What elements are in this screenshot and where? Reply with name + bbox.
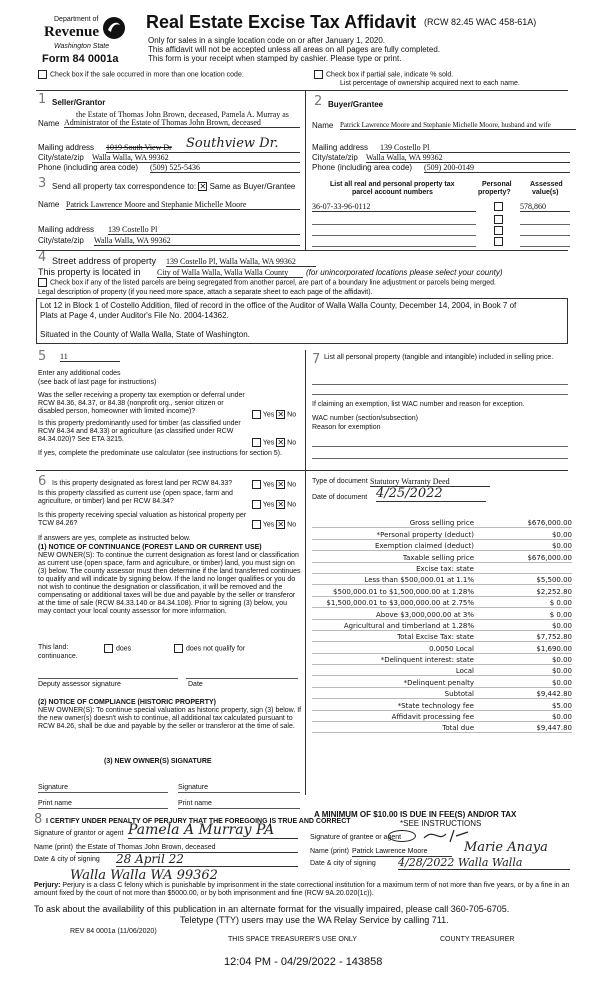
section-5-number: 5 <box>38 349 47 364</box>
tax-row-label: Subtotal <box>444 690 474 699</box>
doc-date-value: 4/25/2022 <box>376 486 486 502</box>
street-value: 139 Costello Pl, Walla Walla, WA 99362 <box>166 257 316 267</box>
tty-text: Teletype (TTY) users may use the WA Relay Service by calling 711. <box>180 915 449 925</box>
buyer-city-value: Walla Walla, WA 99362 <box>366 153 570 163</box>
s5-question-2: Is this property predominantly used for timber (as classified under RCW 84.34 and 84.33) or agriculture (as classified under RCW 84.34.020)? See ETA 3215. <box>38 420 241 443</box>
logo-swirl-icon <box>102 16 126 40</box>
header-line-2: This affidavit will not be accepted unless all areas on all pages are fully completed. <box>148 45 441 54</box>
tax-row-value: $5,500.00 <box>536 576 572 585</box>
tax-row <box>312 676 572 687</box>
tax-row-label: *Delinquent interest: state <box>380 656 474 665</box>
tax-row-value: $0.00 <box>551 542 572 551</box>
doc-type-label: Type of document <box>312 478 368 485</box>
s5-q1-answers[interactable]: Yes ✕ No <box>252 410 296 419</box>
does-check[interactable]: does <box>104 644 131 653</box>
agent-circle <box>388 830 416 842</box>
exemption-label: If claiming an exemption, list WAC number and reason for exception. <box>312 401 525 408</box>
tax-row-value: $9,442.80 <box>536 690 572 699</box>
notice2-text: NEW OWNER(S): To continue special valuation as historic property, sign (3) below. If the new owner(s) doesn't wish to continue, all additional tax calculated pursuant to RCW 84.26, shall be due and payable by the seller or transferor at the time of sale. <box>38 707 302 730</box>
s3-mailing-value: 139 Costello Pl <box>108 225 300 235</box>
notice1-title: (1) NOTICE OF CONTINUANCE (FOREST LAND OR CURRENT USE) <box>38 544 262 551</box>
seller-heading: Seller/Grantor <box>52 98 106 107</box>
seller-mailing-value: 1019 South View Dr <box>106 143 300 153</box>
section-4-number: 4 <box>38 250 47 265</box>
personal-checkbox-3[interactable] <box>494 226 503 235</box>
treasurer-use: THIS SPACE TREASURER'S USE ONLY <box>228 936 357 943</box>
section-2-number: 2 <box>314 94 323 109</box>
seller-phone-label: Phone (including area code) <box>38 163 139 172</box>
buyer-name-label: Name <box>312 121 334 130</box>
grantor-date-label: Date & city of signing <box>34 856 100 863</box>
tax-row-value: $7,752.80 <box>536 633 572 642</box>
tax-row-label: 0.0050 Local <box>429 644 474 653</box>
grantee-sig-scribble <box>420 826 490 844</box>
assessed-value-1: 578,860 <box>520 202 570 212</box>
grantee-name-label: Name (print) <box>310 848 349 855</box>
checkbox-icon[interactable] <box>38 70 47 79</box>
rev-number: REV 84 0001a (11/06/2020) <box>70 928 157 935</box>
tax-row-value: $ 0.00 <box>549 599 572 608</box>
s6-q3-answers[interactable]: Yes ✕ No <box>252 520 296 529</box>
buyer-phone-value: (509) 200-0149 <box>424 163 570 173</box>
tax-row <box>312 722 572 733</box>
assessed-heading-1: Assessed <box>530 181 563 188</box>
page-title: Real Estate Excise Tax Affidavit <box>146 12 417 32</box>
legal-description-box <box>36 298 568 344</box>
tax-row-label: $1,500,000.01 to $3,000,000.00 at 2.75% <box>326 599 474 608</box>
tax-row <box>312 563 572 574</box>
logo-sub-text: Washington State <box>54 43 110 50</box>
legal-line-2: Plats at Page 4, under Auditor's File No. 2004-14362. <box>40 311 229 320</box>
buyer-name-value: Patrick Lawrence Moore and Stephanie Michelle Moore, husband and wife <box>340 121 576 130</box>
ownership-percentage-note: List percentage of ownership acquired next to each name. <box>340 80 520 87</box>
grantee-date-label: Date & city of signing <box>310 860 376 867</box>
see-back: (see back of last page for instructions) <box>38 379 157 386</box>
tax-row <box>312 585 572 596</box>
tax-row <box>312 517 572 528</box>
tax-row <box>312 654 572 665</box>
header-line-1: Only for sales in a single location code on or after January 1, 2020. <box>148 36 386 45</box>
section-8-number: 8 <box>34 812 43 827</box>
s6-q2-answers[interactable]: Yes ✕ No <box>252 500 296 509</box>
tax-row-value: $0.00 <box>551 656 572 665</box>
location-code: 11 <box>60 352 120 362</box>
logo-main-text: Revenue <box>44 24 99 40</box>
personal-checkbox-2[interactable] <box>494 215 503 224</box>
perjury-text: Perjury: Perjury is a class C felony which is punishable by imprisonment in the state correctional institution for a maximum term of not more than five years, or by a fine in an amount fixed by the court of not more than $5000.00, or by both imprisonment and fine (RCW 9A.20.020(1c)). <box>34 882 570 897</box>
legal-label: Legal description of property (if you need more space, attach a separate sheet to each page of the affidavit). <box>38 289 373 296</box>
notice1-text: NEW OWNER(S): To continue the current designation as forest land or classification as current use (open space, farm and agriculture, or timber) land, you must sign on (3) below. The county assessor must then determine if the land transferred continues to qualify and will indicate by signing below. If the land no longer qualifies or you do not wish to continue the designation or classification, it will be removed and the compensating or additional taxes will be due and payable by the seller or transferor at the time of sale (RCW 84.33.140 or 84.34.108). Prior to signing (3) below, you may contact your local county assessor for more information. <box>38 552 301 615</box>
tax-row <box>312 551 572 562</box>
logo-top-text: Department of <box>54 16 99 23</box>
tax-row-label: *Personal property (deduct) <box>376 530 474 539</box>
notice2-title: (2) NOTICE OF COMPLIANCE (HISTORIC PROPERTY) <box>38 699 216 706</box>
s5-question-3: If yes, complete the predominate use calculator (see instructions for section 5). <box>38 450 282 457</box>
reason-label: Reason for exemption <box>312 424 381 431</box>
tax-row-value: $9,447.80 <box>536 724 572 733</box>
tax-row-label: Affidavit processing fee <box>391 713 474 722</box>
new-owner-print-label-1: Print name <box>38 800 72 807</box>
s6-question-3: Is this property receiving special valuation as historical property per TCW 84.26? <box>38 512 247 527</box>
tax-row-value: $0.00 <box>551 530 572 539</box>
checkbox-icon[interactable] <box>314 70 323 79</box>
treasurer-stamp: 12:04 PM - 04/29/2022 - 143858 <box>224 956 383 968</box>
tax-row <box>312 631 572 642</box>
s3-city-label: City/state/zip <box>38 236 84 245</box>
tax-row-value: $1,690.00 <box>536 644 572 653</box>
personal-checkbox-1[interactable] <box>494 202 503 211</box>
tax-row-label: Taxable selling price <box>402 553 474 562</box>
tax-row-label: Exemption claimed (deduct) <box>374 542 474 551</box>
grantee-sig-label: Signature of grantee or agent <box>310 834 402 841</box>
s6-question-2: Is this property classified as current use (open space, farm and agriculture, or timber) land per RCW 84.34? <box>38 490 233 505</box>
tax-row <box>312 688 572 699</box>
header-line-3: This form is your receipt when stamped by cashier. Please type or print. <box>148 54 402 63</box>
dor-logo <box>38 12 126 72</box>
tax-row-value: $0.00 <box>551 678 572 687</box>
legal-line-3: Situated in the County of Walla Walla, State of Washington. <box>40 330 250 339</box>
tax-row-label: Total due <box>442 724 474 733</box>
deputy-signature-label: Deputy assessor signature <box>38 681 121 688</box>
certify-text: I CERTIFY UNDER PENALTY OF PERJURY THAT THE FOREGOING IS TRUE AND CORRECT <box>46 818 351 825</box>
tax-row <box>312 711 572 722</box>
seller-phone-value: (509) 525-5436 <box>150 163 300 173</box>
s3-city-value: Walla Walla, WA 99362 <box>94 236 300 246</box>
segregated-check[interactable]: Check box if any of the listed parcels are being segregated from another parcel, are part of a boundary line adjustment or parcels being merged. <box>38 278 496 287</box>
grantor-name-value: the Estate of Thomas John Brown, deceased <box>76 844 298 853</box>
new-owner-sig-label-2: Signature <box>178 784 208 791</box>
grantee-name-value: Patrick Lawrence Moore <box>352 848 452 857</box>
buyer-city-label: City/state/zip <box>312 153 358 162</box>
legal-line-1: Lot 12 in Block 1 of Costello Addition, filed of record in the office of the Auditor of Walla Walla County, December 14, 2004, in Book 7 of <box>40 301 517 310</box>
partial-sale-check[interactable]: Check box if partial sale, indicate % sold. <box>314 70 453 79</box>
tax-row <box>312 597 572 608</box>
checkbox-icon[interactable] <box>38 278 47 287</box>
s6-if-yes: If answers are yes, complete as instructed below. <box>38 535 191 542</box>
located-value: City of Walla Walla, Walla Walla County <box>157 268 303 278</box>
personal-heading-2: property? <box>478 189 511 196</box>
section-3-number: 3 <box>38 176 47 191</box>
buyer-mailing-value: 139 Costello Pl <box>380 143 570 153</box>
tax-row-label: Less than $500,000.01 at 1.1% <box>364 576 474 585</box>
grantor-city-hand: Walla Walla WA 99362 <box>70 868 218 883</box>
multi-location-check[interactable]: Check box if the sale occurred in more than one location code. <box>38 70 244 79</box>
grantor-name-label: Name (print) <box>34 844 73 851</box>
tax-row-value: $2,252.80 <box>536 587 572 596</box>
see-instructions: *SEE INSTRUCTIONS <box>400 819 482 828</box>
grantee-date-hand: 4/28/2022 Walla Walla <box>398 856 570 870</box>
new-owner-sig-label-1: Signature <box>38 784 68 791</box>
tax-row-label: *Delinquent penalty <box>403 678 474 687</box>
wac-label: WAC number (section/subsection) <box>312 415 418 422</box>
section-6-number: 6 <box>38 474 47 489</box>
tax-row-label: Above $3,000,000.00 at 3% <box>376 610 474 619</box>
grantor-signature: Pamela A Murray PA <box>128 822 298 839</box>
buyer-heading: Buyer/Grantee <box>328 100 384 109</box>
buyer-mailing-label: Mailing address <box>312 143 369 152</box>
s7-text: List all personal property (tangible and intangible) included in selling price. <box>324 354 554 361</box>
parcel-number-1: 36-07-33-96-0112 <box>312 202 476 212</box>
located-note: (for unincorporated locations please select your county) <box>306 268 503 277</box>
parcels-heading-1: List all real and personal property tax <box>330 181 455 188</box>
tax-table <box>312 517 572 733</box>
doc-date-label: Date of document <box>312 494 368 501</box>
does-not-check[interactable]: does not qualify for <box>174 644 245 653</box>
seller-city-value: Walla Walla, WA 99362 <box>92 153 300 163</box>
s5-question-1: Was the seller receiving a property tax exemption or deferral under RCW 84.36, 84.37, or 84.38 (nonprofit org., senior citizen or disabled person, homeowner with limited income)? <box>38 392 245 415</box>
section-7-number: 7 <box>312 352 321 367</box>
section-1-number: 1 <box>38 92 47 107</box>
personal-heading-1: Personal <box>482 181 512 188</box>
alt-format-text: To ask about the availability of this publication in an alternate format for the visually impaired, please call 360-705-6705. <box>34 904 510 914</box>
minimum-due: A MINIMUM OF $10.00 IS DUE IN FEE(S) AND/OR TAX <box>314 810 517 819</box>
tax-row-value: $676,000.00 <box>527 519 572 528</box>
seller-city-label: City/state/zip <box>38 153 84 162</box>
tax-row-value: $676,000.00 <box>527 553 572 562</box>
same-as-checkbox[interactable]: ✕ <box>199 182 207 192</box>
tax-row <box>312 574 572 585</box>
seller-name-label: Name <box>38 119 60 128</box>
tax-row-value: $5.00 <box>551 701 572 710</box>
street-label: Street address of property <box>52 256 157 266</box>
tax-row <box>312 699 572 710</box>
s3-name-value: Patrick Lawrence Moore and Stephanie Michelle Moore <box>66 200 300 210</box>
grantee-signature: Marie Anaya <box>464 840 548 855</box>
tax-row-label: Excise tax: state <box>416 564 474 573</box>
tax-row-label: Local <box>455 667 474 676</box>
tax-row-value: $0.00 <box>551 713 572 722</box>
county-treasurer: COUNTY TREASURER <box>440 936 515 943</box>
tax-row-value: $ 0.00 <box>549 610 572 619</box>
grantor-sig-label: Signature of grantor or agent <box>34 830 124 837</box>
tax-row-value: $0.00 <box>551 621 572 630</box>
tax-row <box>312 642 572 653</box>
s5-q2-answers[interactable]: Yes ✕ No <box>252 438 296 447</box>
tax-row-label: Total Excise Tax: state <box>397 633 474 642</box>
new-owner-print-label-2: Print name <box>178 800 212 807</box>
tax-row <box>312 540 572 551</box>
located-label: This property is located in <box>38 267 141 277</box>
this-land-label: This land: <box>38 644 69 651</box>
assessed-heading-2: value(s) <box>532 189 559 196</box>
tax-row <box>312 608 572 619</box>
tax-row <box>312 528 572 539</box>
grantor-date-hand: 28 April 22 <box>116 852 298 867</box>
seller-name-line1: the Estate of Thomas John Brown, deceased, Pamela A. Murray as <box>76 110 289 119</box>
correspondence-text: Send all property tax correspondence to: ✕ Same as Buyer/Grantee <box>52 182 296 192</box>
tax-row-label: Agricultural and timberland at 1.28% <box>343 621 474 630</box>
parcels-heading-2: parcel account numbers <box>352 189 433 196</box>
personal-checkbox-4[interactable] <box>494 237 503 246</box>
seller-mailing-label: Mailing address <box>38 143 95 152</box>
tax-row-label: $500,000.01 to $1,500,000.00 at 1.28% <box>333 587 474 596</box>
s3-name-label: Name <box>38 200 60 209</box>
form-number: Form 84 0001a <box>42 53 119 65</box>
deputy-date-label: Date <box>188 681 203 688</box>
new-owner-signature-title: (3) NEW OWNER(S) SIGNATURE <box>104 758 212 765</box>
tax-row-label: *State technology fee <box>397 701 474 710</box>
tax-row-value: $0.00 <box>551 667 572 676</box>
enter-codes: Enter any additional codes <box>38 370 121 377</box>
buyer-phone-label: Phone (including area code) <box>312 163 413 172</box>
doc-type-value: Statutory Warranty Deed <box>370 477 490 487</box>
rcw-reference: (RCW 82.45 WAC 458-61A) <box>424 17 537 27</box>
s6-q1-answers[interactable]: Yes ✕ No <box>252 480 296 489</box>
s3-mailing-label: Mailing address <box>38 225 95 234</box>
s6-question-1: Is this property designated as forest land per RCW 84.33? <box>52 480 233 487</box>
tax-row <box>312 665 572 676</box>
tax-row-label: Gross selling price <box>409 519 474 528</box>
continuance-label: continuance. <box>38 653 78 660</box>
seller-name-line2: Administrator of the Estate of Thomas John Brown, deceased <box>64 118 300 128</box>
seller-mailing-handwritten: Southview Dr. <box>186 136 279 151</box>
tax-row <box>312 620 572 631</box>
